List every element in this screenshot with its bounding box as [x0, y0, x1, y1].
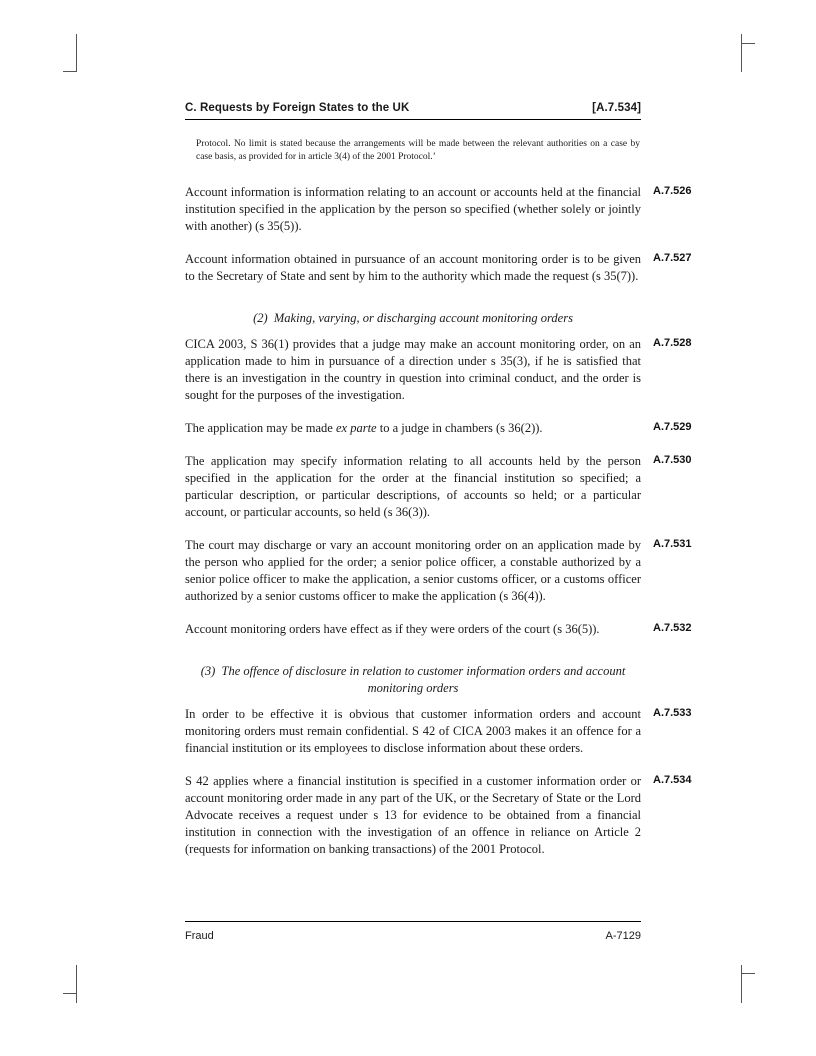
crop-mark-top-left-horizontal	[63, 71, 76, 72]
paragraph-a7531	[185, 537, 692, 605]
crop-mark-top-right-vertical	[741, 34, 742, 72]
footer-page-number: A-7129	[605, 930, 641, 942]
margin-number: A.7.532	[653, 622, 692, 634]
footer-book-title: Fraud	[185, 930, 214, 942]
crop-mark-top-right-horizontal	[742, 43, 755, 44]
crop-mark-top-left-vertical	[76, 34, 77, 72]
margin-number: A.7.533	[653, 707, 692, 719]
section-heading-3: (3) The offence of disclosure in relation to customer information orders and account monitoring orders	[200, 664, 626, 695]
running-head: C. Requests by Foreign States to the UK	[185, 102, 410, 114]
page-header	[185, 102, 641, 114]
text-run: to a judge in chambers (s 36(2)).	[376, 421, 543, 435]
margin-number: A.7.529	[653, 421, 692, 433]
margin-number: A.7.530	[653, 454, 692, 466]
paragraph-a7528	[185, 336, 692, 404]
paragraph-text: In order to be effective it is obvious that customer information orders and account monitoring orders must remain confidential. S 42 of CICA 2003 makes it an offence for a financial institution or its employees to disclose information about these orders.	[185, 707, 641, 755]
paragraph-a7532	[185, 621, 692, 638]
crop-mark-bottom-left-vertical	[76, 965, 77, 1003]
header-rule	[185, 119, 641, 120]
paragraph-a7534	[185, 773, 692, 858]
crop-mark-bottom-right-horizontal	[742, 973, 755, 974]
margin-number: A.7.526	[653, 185, 692, 197]
section-heading-2: (2) Making, varying, or discharging account monitoring orders	[253, 311, 573, 325]
paragraph-a7530	[185, 453, 692, 521]
text-run: The application may be made	[185, 421, 336, 435]
page-footer	[185, 921, 641, 942]
paragraph-text	[185, 420, 641, 437]
paragraph-text: Account information is information relating to an account or accounts held at the financial institution specified in the application by the person so specified (whether solely or jointly with another) (s 35(5)).	[185, 185, 641, 233]
paragraph-ref: [A.7.534]	[592, 102, 641, 114]
margin-number: A.7.528	[653, 337, 692, 349]
paragraph-a7529	[185, 420, 692, 437]
paragraph-text: The application may specify information relating to all accounts held by the person specified in the application for the order at the financial institution so specified; a particular description, or particular descriptions, of accounts so held; or a particular account, or particular accounts, so held (s 36(3)).	[185, 454, 641, 519]
footnote-continuation: Protocol. No limit is stated because the arrangements will be made between the relevant authorities on a case by case basis, as provided for in article 3(4) of the 2001 Protocol.’	[196, 139, 640, 162]
paragraph-text: CICA 2003, S 36(1) provides that a judge may make an account monitoring order, on an application made to him in pursuance of a direction under s 35(3), if he is satisfied that there is an investigation in the country in question into criminal conduct, and the order is sought for the purposes of the investigation.	[185, 337, 641, 402]
paragraph-a7526	[185, 184, 692, 235]
paragraph-a7527	[185, 251, 692, 285]
crop-mark-bottom-right-vertical	[741, 965, 742, 1003]
paragraph-text: Account information obtained in pursuance of an account monitoring order is to be given to the Secretary of State and sent by him to the authority which made the request (s 35(7)).	[185, 252, 641, 283]
latin-phrase: ex parte	[335, 421, 377, 435]
margin-number: A.7.531	[653, 538, 692, 550]
text-column	[185, 102, 692, 858]
paragraph-text: Account monitoring orders have effect as if they were orders of the court (s 36(5)).	[185, 622, 600, 636]
paragraph-a7533	[185, 706, 692, 757]
paragraph-text: S 42 applies where a financial institution is specified in a customer information order or account monitoring order made in any part of the UK, or the Secretary of State or the Lord Advocate receives a request under s 13 for evidence to be obtained from a financial institution in connection with the investigation of an offence in reliance on Article 2 (requests for information on banking transactions) of the 2001 Protocol.	[185, 774, 641, 856]
crop-mark-bottom-left-horizontal	[63, 993, 76, 994]
paragraph-text: The court may discharge or vary an account monitoring order on an application made by the person who applied for the order; a senior police officer, a constable authorized by a senior police officer to make the application, a senior customs officer, or a customs officer authorized by a senior customs officer to make the application (s 36(4)).	[185, 538, 641, 603]
margin-number: A.7.527	[653, 252, 692, 264]
margin-number: A.7.534	[653, 774, 692, 786]
